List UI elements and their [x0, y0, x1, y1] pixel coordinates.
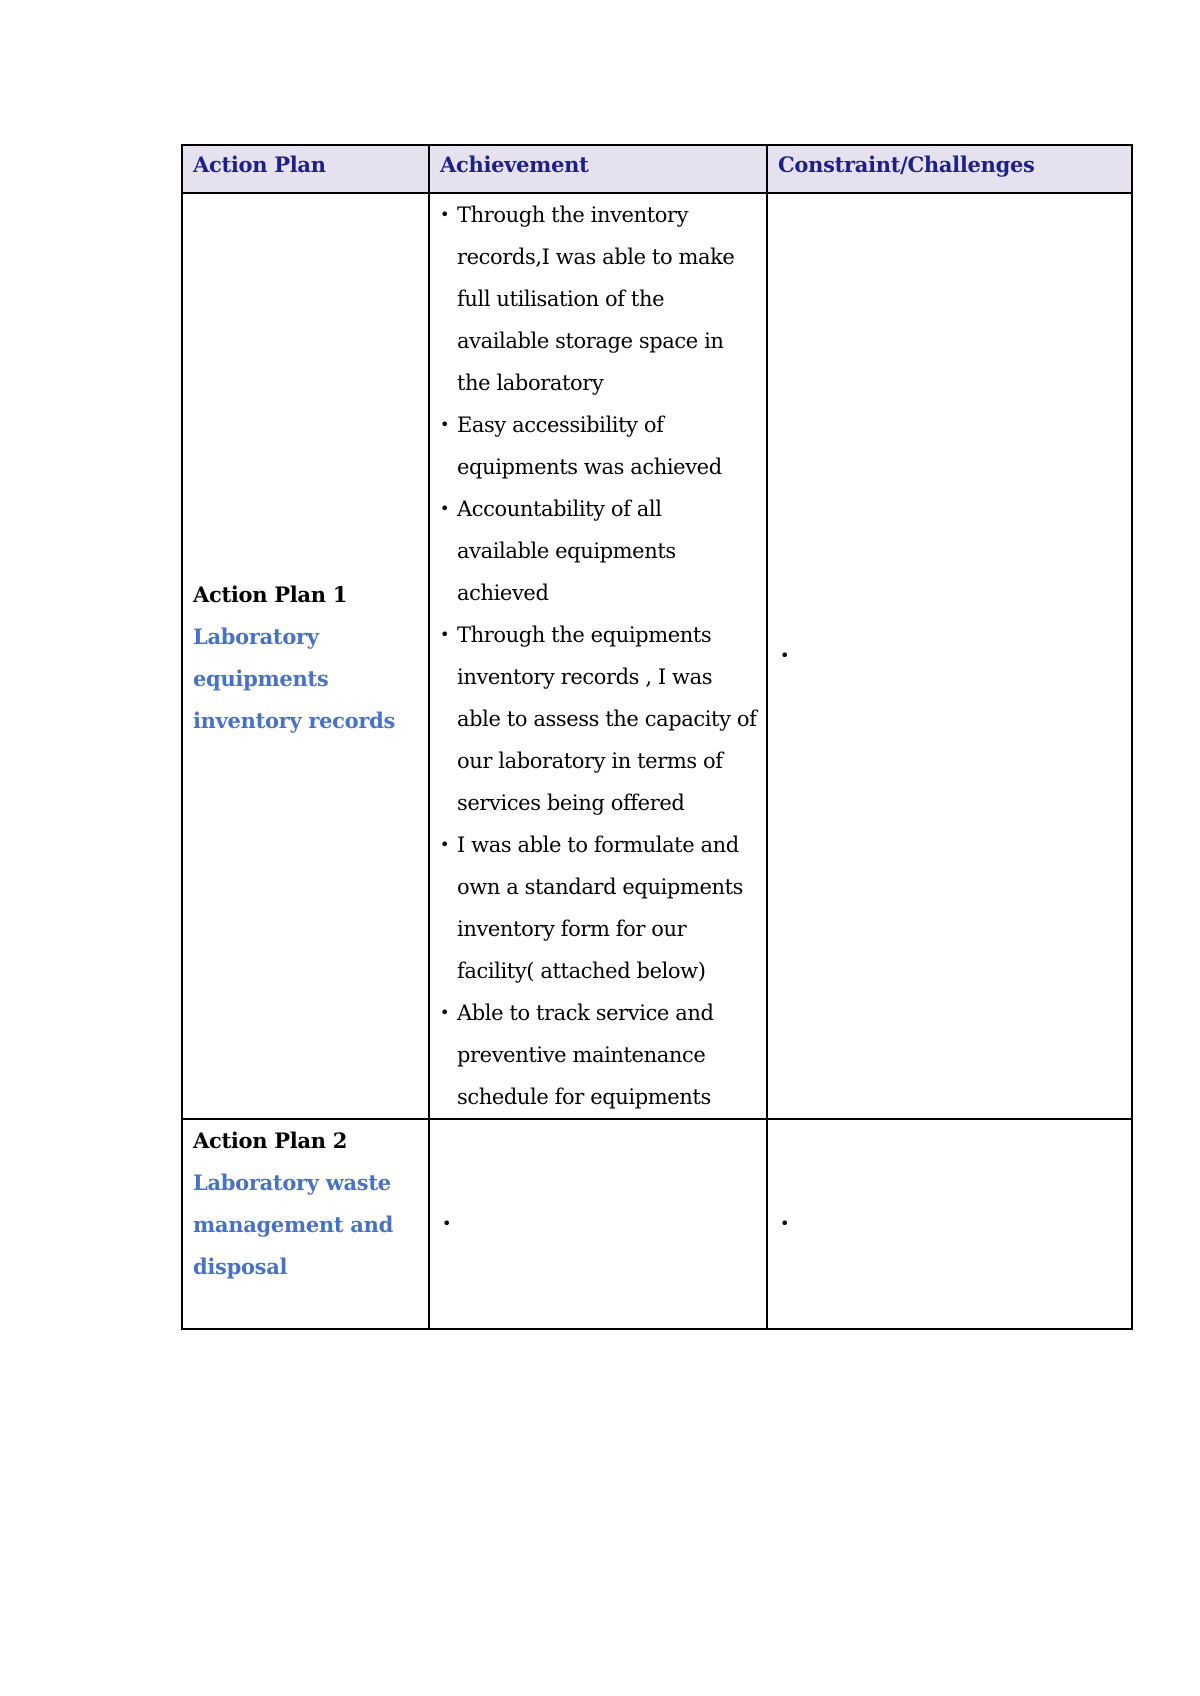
bullet-icon: •: [442, 1214, 452, 1233]
achievement-text: I was able to formulate and own a standard equipments inventory form for our facility( attached below): [457, 833, 744, 983]
plan-topic-line: equipments: [193, 666, 329, 691]
list-item: [440, 488, 758, 614]
list-item: [440, 194, 758, 404]
plan-topic-line: disposal: [193, 1254, 288, 1279]
plan-topic-line: Laboratory waste: [193, 1170, 391, 1195]
constraint-cell: [767, 1119, 1132, 1329]
list-item: [440, 992, 758, 1118]
header-achievement: Achievement: [429, 145, 767, 193]
header-action-plan: Action Plan: [182, 145, 429, 193]
bullet-icon: •: [780, 646, 790, 665]
plan-title: Action Plan 2: [193, 1128, 348, 1153]
achievement-text: Accountability of all available equipments achieved: [457, 497, 676, 605]
list-item: [440, 614, 758, 824]
action-plan-cell: [182, 1119, 429, 1329]
bullet-icon: •: [440, 205, 450, 224]
bullet-icon: •: [780, 1214, 790, 1233]
table-header-row: [182, 145, 1132, 193]
action-plan-cell: [182, 193, 429, 1119]
achievement-cell: [429, 193, 767, 1119]
action-plan-table: [181, 144, 1133, 1330]
achievement-list: [430, 194, 766, 1118]
bullet-icon: •: [440, 499, 450, 518]
plan-topic-line: inventory records: [193, 708, 396, 733]
plan-topic-line: management and: [193, 1212, 393, 1237]
plan-topic-line: Laboratory: [193, 624, 319, 649]
table-row: [182, 193, 1132, 1119]
table-row: [182, 1119, 1132, 1329]
bullet-icon: •: [440, 625, 450, 644]
list-item: [440, 404, 758, 488]
achievement-cell: [429, 1119, 767, 1329]
achievement-text: Through the inventory records,I was able to make full utilisation of the available storage space in the laboratory: [457, 203, 735, 395]
achievement-text: Able to track service and preventive maintenance schedule for equipments: [457, 1001, 714, 1109]
achievement-text: Through the equipments inventory records , I was able to assess the capacity of our laboratory in terms of services being offered: [457, 623, 757, 815]
header-constraint-challenges: Constraint/Challenges: [767, 145, 1132, 193]
plan-title: Action Plan 1: [193, 582, 348, 607]
list-item: [440, 824, 758, 992]
bullet-icon: •: [440, 1003, 450, 1022]
bullet-icon: •: [440, 835, 450, 854]
bullet-icon: •: [440, 415, 450, 434]
achievement-text: Easy accessibility of equipments was achieved: [457, 413, 722, 479]
constraint-cell: [767, 193, 1132, 1119]
